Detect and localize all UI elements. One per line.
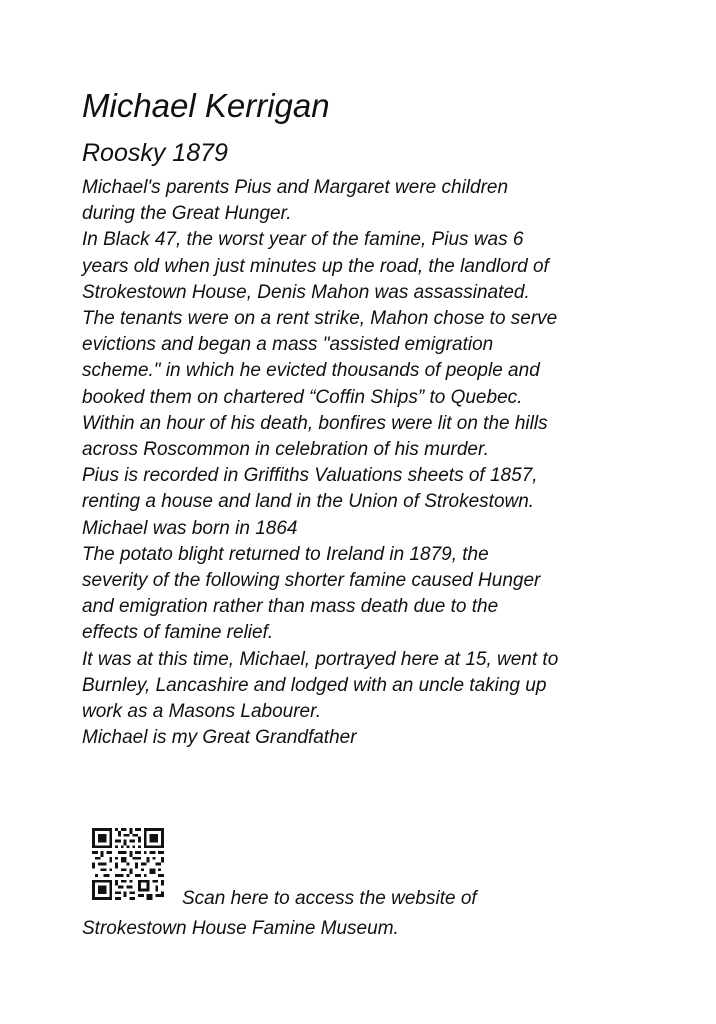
page-subtitle: Roosky 1879 xyxy=(82,139,228,167)
body-line: The potato blight returned to Ireland in 1879, the xyxy=(82,543,489,565)
body-line: Within an hour of his death, bonfires were lit on the hills xyxy=(82,412,548,434)
body-line: booked them on chartered “Coffin Ships” to Quebec. xyxy=(82,386,523,408)
body-line: during the Great Hunger. xyxy=(82,203,292,225)
body-line: and emigration rather than mass death due to the xyxy=(82,596,499,618)
body-line: years old when just minutes up the road, the landlord of xyxy=(82,255,549,277)
body-line: Pius is recorded in Griffiths Valuations sheets of 1857, xyxy=(82,465,538,487)
body-line: Michael was born in 1864 xyxy=(82,517,298,539)
body-line: severity of the following shorter famine caused Hunger xyxy=(82,570,541,592)
qr-code-graphic xyxy=(92,828,164,900)
qr-caption-line-1: Scan here to access the website of xyxy=(182,888,477,909)
body-line: Burnley, Lancashire and lodged with an uncle taking up xyxy=(82,674,547,696)
body-line: The tenants were on a rent strike, Mahon chose to serve xyxy=(82,308,558,330)
body-line: effects of famine relief. xyxy=(82,622,274,644)
body-line: evictions and began a mass "assisted emigration xyxy=(82,334,494,356)
body-line: Michael's parents Pius and Margaret were children xyxy=(82,177,509,198)
page-title: Michael Kerrigan xyxy=(82,87,330,124)
body-line: renting a house and land in the Union of Strokestown. xyxy=(82,491,535,513)
body-line: across Roscommon in celebration of his murder. xyxy=(82,439,489,461)
body-paragraph xyxy=(82,175,682,751)
body-line: scheme." in which he evicted thousands of people and xyxy=(82,360,540,382)
qr-caption-line-2: Strokestown House Famine Museum. xyxy=(82,918,399,939)
body-line: It was at this time, Michael, portrayed here at 15, went to xyxy=(82,648,559,670)
body-line: In Black 47, the worst year of the famine, Pius was 6 xyxy=(82,229,524,251)
body-line: Michael is my Great Grandfather xyxy=(82,727,357,749)
qr-code-icon[interactable] xyxy=(92,828,164,900)
body-line: Strokestown House, Denis Mahon was assassinated. xyxy=(82,281,530,303)
body-line: work as a Masons Labourer. xyxy=(82,701,322,723)
